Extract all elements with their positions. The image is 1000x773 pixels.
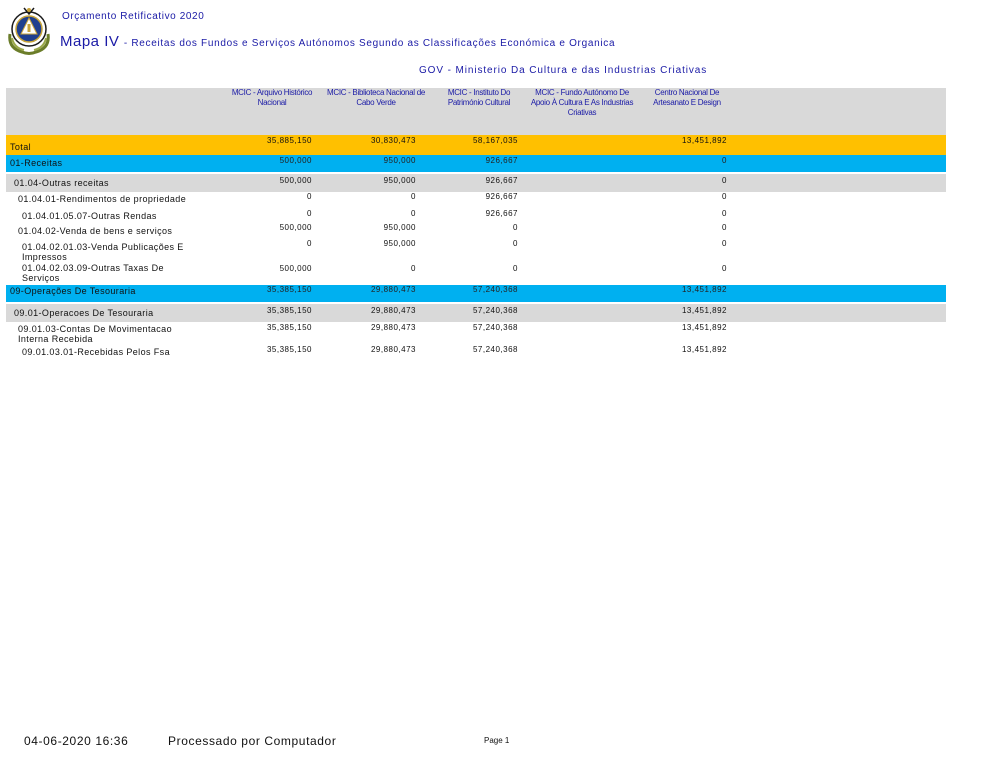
map-label: Mapa IV <box>60 33 120 50</box>
table-row-subcategory <box>6 304 946 322</box>
map-title: - Receitas dos Fundos e Serviços Autónomos Segundo as Classificações Económica e Organica <box>123 38 616 49</box>
row-label: 01.04.01.05.07-Outras Rendas <box>22 211 157 221</box>
row-label: 01.04-Outras receitas <box>14 178 109 188</box>
row-label: Total <box>10 142 32 152</box>
cell-value: 0 <box>722 209 727 218</box>
cell-value: 0 <box>722 239 727 248</box>
page-number: Page 1 <box>484 736 510 745</box>
cell-value: 0 <box>307 192 312 201</box>
cell-value: 0 <box>307 209 312 218</box>
cell-value: 0 <box>722 192 727 201</box>
cell-value: 35,385,150 <box>266 306 312 315</box>
cell-value: 0 <box>513 239 518 248</box>
cell-value: 500,000 <box>279 264 312 273</box>
cell-value: 35,385,150 <box>266 285 312 294</box>
cell-value: 13,451,892 <box>681 136 727 145</box>
cell-value: 0 <box>513 264 518 273</box>
table-row <box>6 345 946 361</box>
cell-value: 500,000 <box>279 176 312 185</box>
column-header: MCIC - Instituto Do Património Cultural <box>447 88 511 107</box>
cell-value: 926,667 <box>485 209 518 218</box>
cell-value: 950,000 <box>383 156 416 165</box>
cell-value: 0 <box>411 264 416 273</box>
cell-value: 57,240,368 <box>472 345 518 354</box>
document-title <box>60 33 615 51</box>
cell-value: 0 <box>411 209 416 218</box>
cell-value: 57,240,368 <box>472 323 518 332</box>
cell-value: 30,830,473 <box>370 136 416 145</box>
table-row <box>6 192 946 208</box>
table-row <box>6 237 946 262</box>
cell-value: 926,667 <box>485 176 518 185</box>
coat-of-arms-logo <box>4 4 54 56</box>
table-row-subcategory <box>6 174 946 192</box>
cell-value: 0 <box>722 223 727 232</box>
cell-value: 500,000 <box>279 156 312 165</box>
ministry-heading: GOV - Ministerio Da Cultura e das Industrias Criativas <box>419 65 708 76</box>
cell-value: 57,240,368 <box>472 306 518 315</box>
column-header: MCIC - Fundo Autónomo De Apoio À Cultura E As Industrias Criativas <box>530 88 634 117</box>
document-subtitle: Orçamento Retificativo 2020 <box>62 11 205 22</box>
cell-value: 29,880,473 <box>370 285 416 294</box>
cell-value: 35,385,150 <box>266 345 312 354</box>
cell-value: 13,451,892 <box>681 323 727 332</box>
column-header: MCIC - Biblioteca Nacional de Cabo Verde <box>326 88 425 107</box>
row-label: 09.01.03-Contas De Movimentacao Interna Recebida <box>18 324 172 344</box>
cell-value: 950,000 <box>383 176 416 185</box>
table-row <box>6 322 946 345</box>
table-row-category <box>6 285 946 302</box>
cell-value: 13,451,892 <box>681 306 727 315</box>
footer-datetime: 04-06-2020 16:36 <box>24 734 129 748</box>
table-header <box>6 88 946 135</box>
table-row <box>6 222 946 237</box>
cell-value: 0 <box>513 223 518 232</box>
cell-value: 29,880,473 <box>370 306 416 315</box>
cell-value: 0 <box>411 192 416 201</box>
cell-value: 0 <box>722 264 727 273</box>
column-header: Centro Nacional De Artesanato E Design <box>653 88 721 107</box>
cell-value: 13,451,892 <box>681 285 727 294</box>
table-row <box>6 208 946 222</box>
cell-value: 29,880,473 <box>370 323 416 332</box>
cell-value: 0 <box>722 156 727 165</box>
cell-value: 500,000 <box>279 223 312 232</box>
row-label: 09.01-Operacoes De Tesouraria <box>14 308 154 318</box>
row-label: 01-Receitas <box>10 158 63 168</box>
table-row-category <box>6 155 946 172</box>
cell-value: 950,000 <box>383 223 416 232</box>
row-label: 01.04.02-Venda de bens e serviços <box>18 226 173 236</box>
revenue-table <box>6 88 946 361</box>
cell-value: 13,451,892 <box>681 345 727 354</box>
cell-value: 58,167,035 <box>472 136 518 145</box>
table-row <box>6 262 946 285</box>
row-label: 01.04.02.03.09-Outras Taxas De Serviços <box>22 263 164 283</box>
column-header: MCIC - Arquivo Histórico Nacional <box>231 88 313 107</box>
row-label: 01.04.02.01.03-Venda Publicações E Impressos <box>22 242 184 262</box>
cell-value: 57,240,368 <box>472 285 518 294</box>
table-row-total <box>6 135 946 155</box>
cell-value: 926,667 <box>485 192 518 201</box>
cell-value: 0 <box>307 239 312 248</box>
cell-value: 29,880,473 <box>370 345 416 354</box>
cell-value: 0 <box>722 176 727 185</box>
row-label: 09.01.03.01-Recebidas Pelos Fsa <box>22 347 170 357</box>
row-label: 09-Operações De Tesouraria <box>10 286 136 296</box>
cell-value: 926,667 <box>485 156 518 165</box>
cell-value: 35,885,150 <box>266 136 312 145</box>
footer-processed: Processado por Computador <box>168 734 337 748</box>
row-label: 01.04.01-Rendimentos de propriedade <box>18 194 187 204</box>
cell-value: 35,385,150 <box>266 323 312 332</box>
cell-value: 950,000 <box>383 239 416 248</box>
